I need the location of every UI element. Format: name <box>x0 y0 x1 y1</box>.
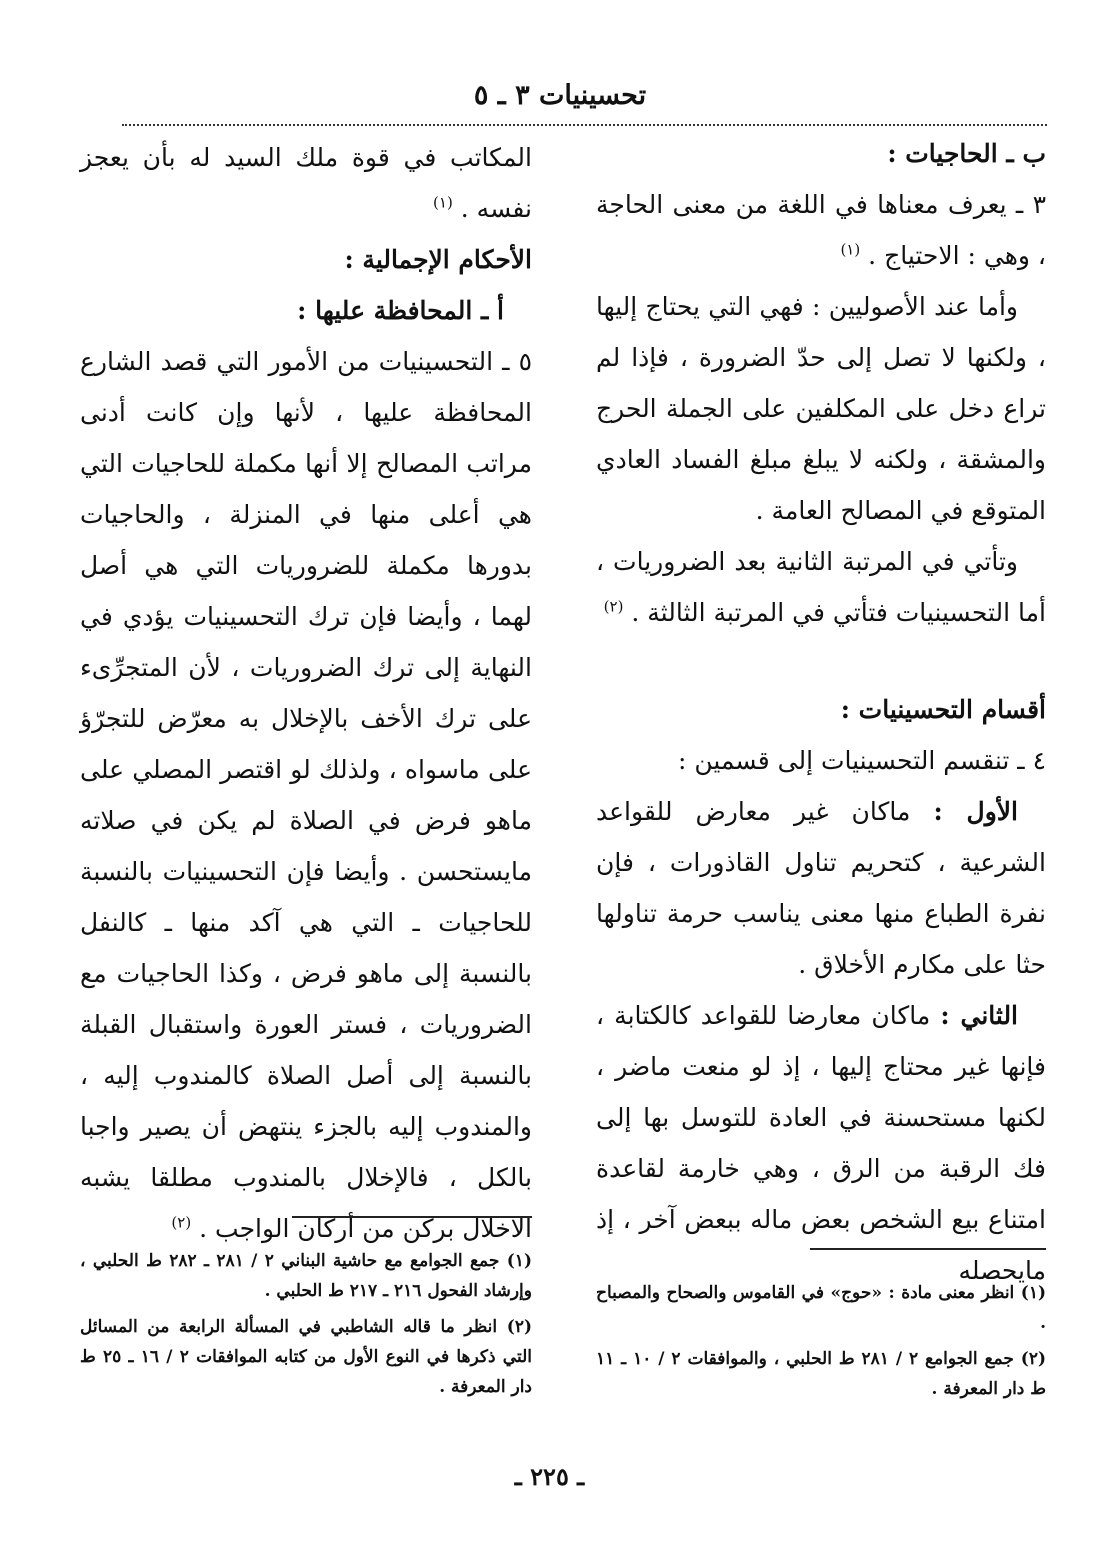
continuation-paragraph <box>80 132 532 234</box>
section-b-heading: ب ـ الحاجيات : <box>887 139 1046 168</box>
footnote-ref: (٢) <box>603 597 624 616</box>
spacer <box>596 638 1046 684</box>
second-division-text: ماكان معارضا للقواعد كالكتابة ، فإنها غير محتاج إليها ، إذ لو منعت ماضر ، لكنها مستحسنة في العادة للتوسل بها إلى فك الرقبة من الرق ، وهي خارمة لقاعدة امتناع بيع الشخص بعض ماله ببعض آخر ، إذ مايحصله <box>596 1001 1046 1285</box>
page-header: تحسينيات ٣ ـ ٥ <box>473 80 647 111</box>
general-rulings-heading: الأحكام الإجمالية : <box>344 245 532 274</box>
footnote-item: (٢) انظر ما قاله الشاطبي في المسألة الرابعة من المسائل التي ذكرها في النوع الأول من كتابه الموافقات ٢ / ١٦ ـ ٢٥ ط دار المعرفة . <box>80 1317 533 1397</box>
footnotes-right <box>596 1278 1046 1410</box>
paragraph-3 <box>596 179 1046 281</box>
footnote-ref: (١) <box>840 240 861 259</box>
paragraph-3-text: ٣ ـ يعرف معناها في اللغة من معنى الحاجة ، وهي : الاحتياج . <box>596 190 1046 270</box>
right-column <box>596 128 1046 1296</box>
continuation-text: المكاتب في قوة ملك السيد له بأن يعجز نفسه . <box>80 143 532 223</box>
footnote-item: (٢) جمع الجوامع ٢ / ٢٨١ ط الحلبي ، والموافقات ٢ / ١٠ ـ ١١ ط دار المعرفة . <box>596 1349 1046 1399</box>
footnote-separator-right <box>810 1248 1046 1250</box>
footnotes-left <box>80 1246 532 1408</box>
page-number: ـ ٢٢٥ ـ <box>514 1462 585 1491</box>
paragraph-rank-text: وتأتي في المرتبة الثانية بعد الضروريات ، أما التحسينيات فتأتي في المرتبة الثالثة . <box>596 547 1046 627</box>
footnote-ref: (٢) <box>171 1213 192 1232</box>
first-division <box>596 786 1046 990</box>
first-division-label: الأول : <box>933 797 1019 826</box>
paragraph-4: ٤ ـ تنقسم التحسينيات إلى قسمين : <box>678 746 1046 775</box>
second-division <box>596 990 1046 1296</box>
preservation-heading: أ ـ المحافظة عليها : <box>297 296 504 325</box>
footnote-separator-left <box>292 1216 532 1218</box>
footnote-item: (١) انظر معنى مادة : «حوج» في القاموس والصحاح والمصباح . <box>596 1283 1046 1333</box>
paragraph-5-text: ٥ ـ التحسينيات من الأمور التي قصد الشارع المحافظة عليها ، لأنها وإن كانت أدنى مراتب المصالح إلا أنها مكملة للحاجيات التي هي أعلى منها في المنزلة ، والحاجيات بدورها مكملة للضروريات التي هي أصل لهما ، وأيضا فإن ترك التحسينيات يؤدي في النهاية إلى ترك الضروريات ، لأن المتجرِّىء على ترك الأخف بالإخلال به معرّض للتجرّؤ على ماسواه ، ولذلك لو اقتصر المصلي على ماهو فرض في الصلاة لم يكن في صلاته مايستحسن . وأيضا فإن التحسينيات بالنسبة للحاجيات ـ التي هي آكد منها ـ كالنفل بالنسبة إلى ماهو فرض ، وكذا الحاجيات مع الضروريات ، فستر العورة واستقبال القبلة بالنسبة إلى أصل الصلاة كالمندوب إليه ، والمندوب إليه بالجزء ينتهض أن يصير واجبا بالكل ، فالإخلال بالمندوب مطلقا يشبه الاخلال بركن من أركان الواجب . <box>80 347 532 1243</box>
divisions-heading: أقسام التحسينيات : <box>840 695 1046 724</box>
left-column <box>80 132 532 1254</box>
second-division-label: الثاني : <box>940 1001 1019 1030</box>
paragraph-rank <box>596 536 1046 638</box>
footnote-ref: (١) <box>433 193 453 212</box>
paragraph-5 <box>80 336 532 1254</box>
first-division-text: ماكان غير معارض للقواعد الشرعية ، كتحريم تناول القاذورات ، فإن نفرة الطباع منها معنى يناسب حرمة تناولها حثا على مكارم الأخلاق . <box>596 797 1046 979</box>
paragraph-usuliyin: وأما عند الأصوليين : فهي التي يحتاج إليها ، ولكنها لا تصل إلى حدّ الضرورة ، فإذا لم تراع دخل على المكلفين على الجملة الحرج والمشقة ، ولكنه لا يبلغ مبلغ الفساد العادي المتوقع في المصالح العامة . <box>596 292 1046 525</box>
footnote-item: (١) جمع الجوامع مع حاشية البناني ٢ / ٢٨١ ـ ٢٨٢ ط الحلبي ، وإرشاد الفحول ٢١٦ ـ ٢١٧ ط الحلبي . <box>80 1251 532 1301</box>
header-dotted-rule <box>122 124 1047 126</box>
